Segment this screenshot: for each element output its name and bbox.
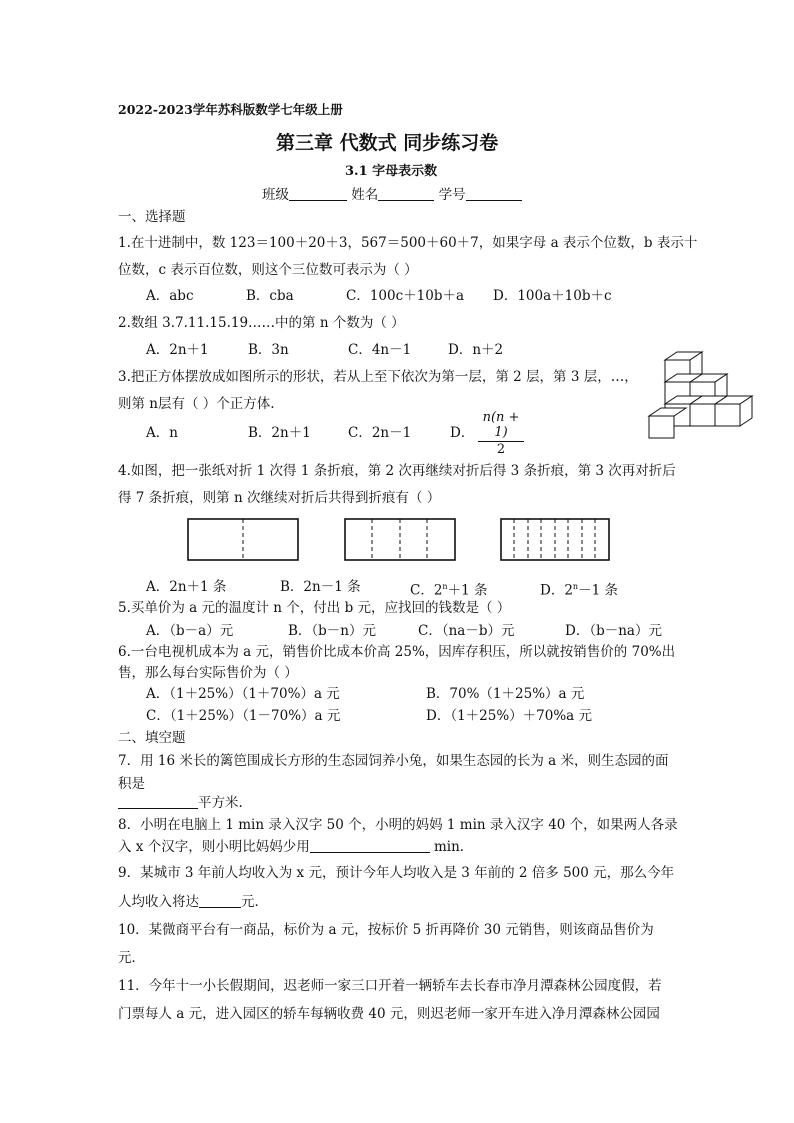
q4-option-d: D．$2^n-1$ 条 [540, 582, 618, 599]
q3-option-a: A．n [146, 425, 178, 441]
q7-answer-blank [118, 794, 198, 809]
q4-option-a: A．2n＋1 条 [146, 579, 227, 595]
id-blank [466, 186, 522, 201]
q7-line3: 平方米. [118, 793, 243, 813]
id-label: 学号 [438, 187, 466, 203]
q8-line2: 入 x 个汉字，则小明比妈妈少用 min. [118, 839, 465, 855]
paper-fold-3 [501, 519, 609, 560]
q2-option-d: D．n＋2 [448, 342, 504, 358]
q5-option-c: C．（na－b）元 [418, 623, 515, 639]
q3-line2: 则第 n层有（ ）个正方体. [118, 396, 275, 412]
q1-option-d: D．100a＋10b＋c [493, 288, 612, 304]
page-title: 第三章 代数式 同步练习卷 [276, 132, 499, 154]
paper-fold-1 [188, 519, 298, 560]
q5-line1: 5.买单价为 a 元的温度计 n 个，付出 b 元，应找回的钱数是（ ） [118, 600, 511, 616]
section-heading-fill: 二、填空题 [118, 730, 186, 746]
class-blank [289, 186, 347, 201]
q10-line1: 10．某微商平台有一商品，标价为 a 元，按标价 5 折再降价 30 元销售，则该商品售价为 [118, 922, 654, 938]
q8-answer-blank [310, 838, 430, 853]
name-blank [378, 186, 434, 201]
q3-option-b: B．2n＋1 [248, 425, 311, 441]
q5-option-a: A．（b－a）元 [146, 623, 234, 639]
q7-line2: 积是 [118, 776, 145, 792]
cube-stack-figure [645, 350, 757, 442]
q4-line2: 得 7 条折痕，则第 n 次继续对折后共得到折痕有（ ） [118, 490, 441, 506]
q3-option-c: C．2n－1 [348, 425, 412, 441]
q4-line1: 4.如图，把一张纸对折 1 次得 1 条折痕，第 2 次再继续对折后得 3 条折痕，第 3 次再对折后 [118, 463, 676, 479]
q6-option-a: A．（1＋25%）（1＋70%）a 元 [146, 686, 340, 702]
q4-option-c: C．$2^n+1$ 条 [410, 582, 488, 599]
q1-option-b: B．cba [246, 288, 294, 304]
q6-option-c: C．（1＋25%）（1－70%）a 元 [146, 708, 341, 724]
q1-option-c: C．100c＋10b＋a [346, 288, 465, 304]
q2-option-b: B．3n [248, 342, 289, 358]
q3-line1: 3.把正方体摆放成如图所示的形状，若从上至下依次为第一层，第 2 层，第 3 层，…， [118, 369, 638, 385]
section-subtitle: 3.1 字母表示数 [345, 164, 438, 179]
q1-line2: 位数，c 表示百位数，则这个三位数可表示为（ ） [118, 262, 418, 278]
q9-answer-blank [199, 893, 241, 908]
q3-option-d-fraction [474, 410, 528, 457]
q9-line2: 人均收入将达 元． [118, 894, 268, 910]
q5-option-b: B．（b－n）元 [288, 623, 377, 639]
q5-option-d: D．（b－na）元 [565, 623, 662, 639]
q6-option-b: B．70%（1＋25%）a 元 [426, 686, 585, 702]
name-label: 姓名 [351, 187, 379, 203]
q11-line2: 门票每人 a 元，进入园区的轿车每辆收费 40 元，则迟老师一家开车进入净月潭森林公园园 [118, 1006, 660, 1022]
series-label: 2022-2023学年苏科版数学七年级上册 [118, 102, 343, 117]
q6-line1: 6.一台电视机成本为 a 元，销售价比成本价高 25%，因库存积压，所以就按销售价的 70%出 [118, 644, 676, 660]
section-heading-choice: 一、选择题 [118, 209, 186, 225]
q6-option-d: D．（1＋25%）＋70%a 元 [426, 708, 593, 724]
q1-option-a: A．abc [146, 288, 194, 304]
q8-line1: 8．小明在电脑上 1 min 录入汉字 50 个，小明的妈妈 1 min 录入汉字 40 个，如果两人各录 [118, 817, 678, 833]
q2-line1: 2.数组 3.7.11.15.19……中的第 n 个数为（ ） [118, 315, 405, 331]
fraction-denominator: 2 [496, 442, 506, 457]
q6-line2: 售，那么每台实际售价为（ ） [118, 665, 298, 681]
student-info-line [262, 183, 522, 203]
paper-fold-2 [345, 519, 455, 560]
q1-line1: 1.在十进制中，数 123＝100＋20＋3，567＝500＋60＋7，如果字母 a 表示个位数，b 表示十 [118, 235, 698, 251]
q4-option-b: B．2n－1 条 [280, 579, 361, 595]
q10-line2: 元． [118, 950, 145, 966]
q11-line1: 11．今年十一小长假期间，迟老师一家三口开着一辆轿车去长春市净月潭森林公园度假，若 [118, 978, 662, 994]
q9-line1: 9．某城市 3 年前人均收入为 x 元，预计今年人均收入是 3 年前的 2 倍多 500 元，那么今年 [118, 865, 675, 881]
class-label: 班级 [262, 187, 289, 203]
q2-option-c: C．4n－1 [348, 342, 412, 358]
folded-paper-figures [180, 516, 620, 564]
fraction-numerator: n(n + 1) [482, 410, 520, 440]
q3-option-d: D． [450, 425, 475, 441]
q7-line1: 7．用 16 米长的篱笆围成长方形的生态园饲养小兔，如果生态园的长为 a 米，则生态园的面 [118, 753, 669, 769]
q2-option-a: A．2n＋1 [146, 342, 209, 358]
